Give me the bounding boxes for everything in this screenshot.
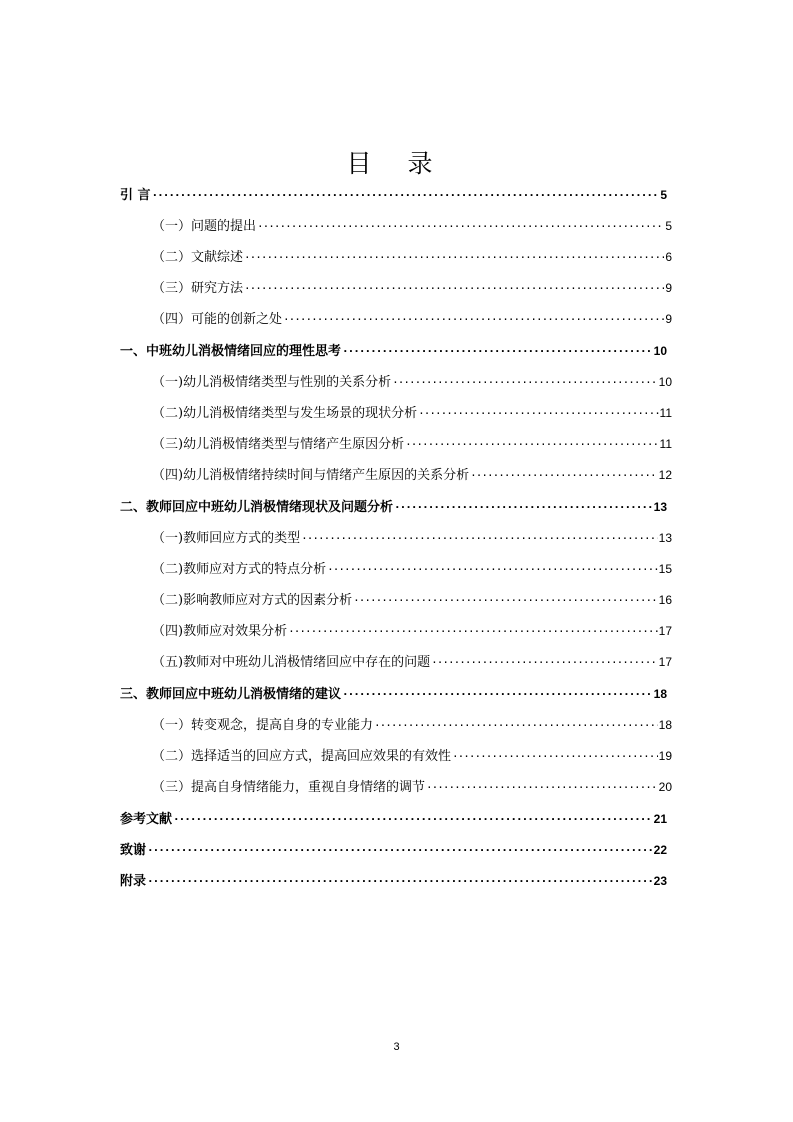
toc-entry-text: （三）研究方法 — [152, 281, 244, 296]
toc-entry-intro[interactable] — [120, 185, 667, 205]
toc-entry-appendix[interactable] — [120, 871, 667, 891]
toc-entry-text: 二、教师回应中班幼儿消极情绪现状及问题分析 — [120, 500, 394, 515]
toc-entry-text: 参考文献 — [120, 812, 173, 827]
toc-title: 目 录 — [346, 149, 447, 178]
toc-entry-2-1[interactable] — [152, 372, 672, 392]
toc-entry-1-2[interactable] — [152, 247, 672, 267]
toc-entry-1-4[interactable] — [152, 309, 672, 329]
toc-entry-page: 19 — [658, 749, 672, 763]
toc-entry-2-3[interactable] — [152, 434, 672, 454]
dot-leader — [173, 810, 653, 830]
dot-leader — [426, 778, 658, 798]
dot-leader — [353, 591, 658, 611]
dot-leader — [342, 685, 653, 705]
toc-entry-page: 21 — [653, 812, 667, 826]
dot-leader — [244, 248, 664, 268]
toc-entry-text: 致谢 — [120, 843, 147, 858]
toc-entry-page: 5 — [665, 219, 672, 233]
dot-leader — [431, 653, 658, 673]
toc-entry-text: （五)教师对中班幼儿消极情绪回应中存在的问题 — [152, 655, 431, 670]
toc-entry-page: 6 — [665, 250, 672, 264]
toc-entry-3-3[interactable] — [152, 590, 672, 610]
toc-entry-2-2[interactable] — [152, 403, 672, 423]
toc-entry-page: 16 — [658, 593, 672, 607]
dot-leader — [327, 560, 658, 580]
toc-entry-3-4[interactable] — [152, 621, 672, 641]
toc-entry-chapter-3[interactable] — [120, 684, 667, 704]
dot-leader — [394, 498, 653, 518]
toc-entry-3-2[interactable] — [152, 559, 672, 579]
toc-entry-page: 18 — [658, 718, 672, 732]
toc-entry-page: 10 — [653, 344, 667, 358]
toc-entry-page: 22 — [653, 843, 667, 857]
dot-leader — [288, 622, 658, 642]
toc-entry-text: （一)幼儿消极情绪类型与性别的关系分析 — [152, 375, 392, 390]
toc-entry-text: 引 言 — [120, 188, 151, 203]
dot-leader — [374, 716, 658, 736]
dot-leader — [470, 466, 658, 486]
toc-entry-2-4[interactable] — [152, 465, 672, 485]
toc-entry-3-5[interactable] — [152, 652, 672, 672]
toc-entry-page: 5 — [660, 188, 667, 202]
toc-entry-page: 17 — [658, 655, 672, 669]
toc-entry-page: 13 — [658, 531, 672, 545]
toc-entry-text: （一）转变观念，提高自身的专业能力 — [152, 718, 374, 733]
toc-entry-text: （二)影响教师应对方式的因素分析 — [152, 593, 353, 608]
dot-leader — [418, 404, 658, 424]
toc-entry-page: 17 — [658, 624, 672, 638]
toc-entry-text: （四)教师应对效果分析 — [152, 624, 288, 639]
dot-leader — [405, 435, 658, 455]
toc-entry-text: （一）问题的提出 — [152, 219, 257, 234]
toc-entry-text: （二)幼儿消极情绪类型与发生场景的现状分析 — [152, 406, 418, 421]
toc-entry-text: （二）选择适当的回应方式，提高回应效果的有效性 — [152, 749, 452, 764]
toc-entry-text: （四）可能的创新之处 — [152, 312, 283, 327]
dot-leader — [452, 747, 658, 767]
toc-entry-4-1[interactable] — [152, 715, 672, 735]
toc-entry-page: 18 — [653, 687, 667, 701]
dot-leader — [152, 186, 660, 206]
toc-entry-page: 13 — [653, 500, 667, 514]
toc-entry-page: 12 — [658, 468, 672, 482]
dot-leader — [392, 373, 658, 393]
dot-leader — [257, 217, 664, 237]
dot-leader — [147, 872, 653, 892]
toc-entry-page: 9 — [665, 281, 672, 295]
toc-entry-text: （四)幼儿消极情绪持续时间与情绪产生原因的关系分析 — [152, 468, 470, 483]
toc-entry-4-3[interactable] — [152, 777, 672, 797]
toc-entry-1-1[interactable] — [152, 216, 672, 236]
toc-entry-chapter-1[interactable] — [120, 341, 667, 361]
toc-entry-page: 10 — [658, 375, 672, 389]
toc-entry-text: （三)幼儿消极情绪类型与情绪产生原因分析 — [152, 437, 405, 452]
toc-entry-text: （三）提高自身情绪能力，重视自身情绪的调节 — [152, 780, 426, 795]
dot-leader — [283, 310, 664, 330]
toc-entry-text: （二）文献综述 — [152, 250, 244, 265]
toc-entry-4-2[interactable] — [152, 746, 672, 766]
toc-entry-references[interactable] — [120, 809, 667, 829]
page-number: 3 — [393, 1041, 400, 1053]
toc-entry-1-3[interactable] — [152, 278, 672, 298]
dot-leader — [342, 342, 653, 362]
dot-leader — [244, 279, 664, 299]
dot-leader — [301, 529, 658, 549]
toc-entry-chapter-2[interactable] — [120, 497, 667, 517]
toc-entry-text: 三、教师回应中班幼儿消极情绪的建议 — [120, 687, 342, 702]
toc-entry-page: 11 — [659, 406, 672, 420]
toc-entry-text: （二)教师应对方式的特点分析 — [152, 562, 327, 577]
toc-entry-text: 附录 — [120, 874, 147, 889]
toc-entry-text: （一)教师回应方式的类型 — [152, 531, 301, 546]
toc-entry-page: 23 — [653, 874, 667, 888]
toc-entry-page: 15 — [658, 562, 672, 576]
toc-entry-3-1[interactable] — [152, 528, 672, 548]
toc-entry-page: 20 — [658, 780, 672, 794]
toc-entry-page: 11 — [659, 437, 672, 451]
toc-entry-page: 9 — [665, 312, 672, 326]
toc-entry-text: 一、中班幼儿消极情绪回应的理性思考 — [120, 344, 342, 359]
toc-entry-acknowledgements[interactable] — [120, 840, 667, 860]
dot-leader — [147, 841, 653, 861]
